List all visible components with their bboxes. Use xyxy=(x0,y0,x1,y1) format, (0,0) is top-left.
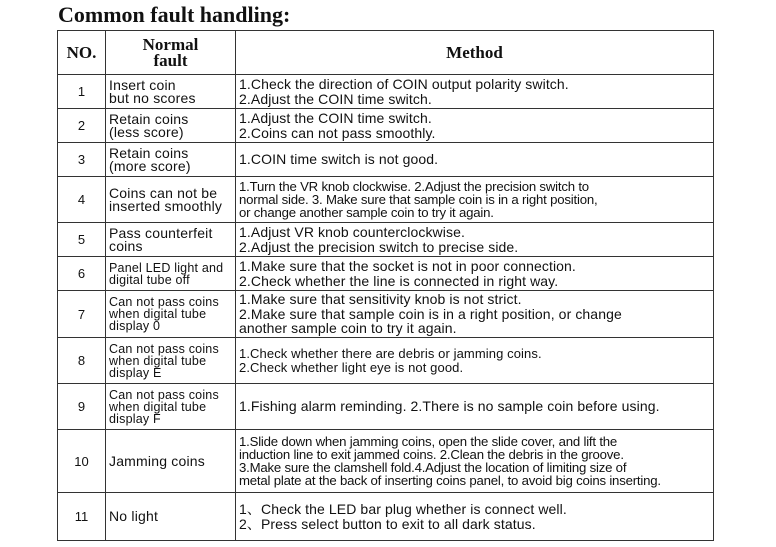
row-method: 1.Turn the VR knob clockwise. 2.Adjust the precision switch to normal side. 3. Make sure that sample coin is in a right position, or change another sample coin to try it again. xyxy=(236,177,714,223)
header-fault: Normal fault xyxy=(106,31,236,75)
row-fault: Jamming coins xyxy=(106,430,236,493)
fault-table xyxy=(57,30,714,541)
row-no: 8 xyxy=(58,338,106,384)
row-no: 4 xyxy=(58,177,106,223)
table-row xyxy=(58,493,714,541)
table-row xyxy=(58,257,714,291)
row-fault: Coins can not be inserted smoothly xyxy=(106,177,236,223)
row-method: 1.Fishing alarm reminding. 2.There is no sample coin before using. xyxy=(236,384,714,430)
table-row xyxy=(58,177,714,223)
table-row xyxy=(58,109,714,143)
row-fault: Panel LED light and digital tube off xyxy=(106,257,236,291)
row-no: 2 xyxy=(58,109,106,143)
row-no: 3 xyxy=(58,143,106,177)
row-fault: Retain coins (less score) xyxy=(106,109,236,143)
row-method: 1、Check the LED bar plug whether is connect well. 2、Press select button to exit to all dark status. xyxy=(236,493,714,541)
row-no: 6 xyxy=(58,257,106,291)
row-method: 1.Adjust VR knob counterclockwise. 2.Adjust the precision switch to precise side. xyxy=(236,223,714,257)
row-no: 10 xyxy=(58,430,106,493)
row-fault: No light xyxy=(106,493,236,541)
row-method: 1.Make sure that sensitivity knob is not strict. 2.Make sure that sample coin is in a right position, or change another sample coin to try it again. xyxy=(236,291,714,338)
row-fault: Can not pass coins when digital tube display 0 xyxy=(106,291,236,338)
row-method: 1.Check whether there are debris or jamming coins. 2.Check whether light eye is not good. xyxy=(236,338,714,384)
row-fault: Insert coin but no scores xyxy=(106,75,236,109)
row-fault: Can not pass coins when digital tube display E xyxy=(106,338,236,384)
table-row xyxy=(58,384,714,430)
row-method: 1.Slide down when jamming coins, open the slide cover, and lift the induction line to exit jammed coins. 2.Clean the debris in the groove. 3.Make sure the clamshell fold.4.Adjust the location of limiting size of metal plate at the back of inserting coins panel, to avoid big coins inserting. xyxy=(236,430,714,493)
table-row xyxy=(58,291,714,338)
row-no: 5 xyxy=(58,223,106,257)
row-no: 11 xyxy=(58,493,106,541)
row-no: 1 xyxy=(58,75,106,109)
page-title: Common fault handling: xyxy=(58,2,291,27)
row-fault: Can not pass coins when digital tube display F xyxy=(106,384,236,430)
header-no: NO. xyxy=(58,31,106,75)
row-no: 7 xyxy=(58,291,106,338)
row-method: 1.Adjust the COIN time switch. 2.Coins can not pass smoothly. xyxy=(236,109,714,143)
table-header-row xyxy=(58,31,714,75)
row-method: 1.COIN time switch is not good. xyxy=(236,143,714,177)
table-row xyxy=(58,223,714,257)
row-no: 9 xyxy=(58,384,106,430)
header-method: Method xyxy=(236,31,714,75)
table-row xyxy=(58,143,714,177)
row-fault: Retain coins (more score) xyxy=(106,143,236,177)
row-fault: Pass counterfeit coins xyxy=(106,223,236,257)
table-row xyxy=(58,430,714,493)
table-row xyxy=(58,338,714,384)
row-method: 1.Make sure that the socket is not in poor connection. 2.Check whether the line is connected in right way. xyxy=(236,257,714,291)
table-row xyxy=(58,75,714,109)
row-method: 1.Check the direction of COIN output polarity switch. 2.Adjust the COIN time switch. xyxy=(236,75,714,109)
